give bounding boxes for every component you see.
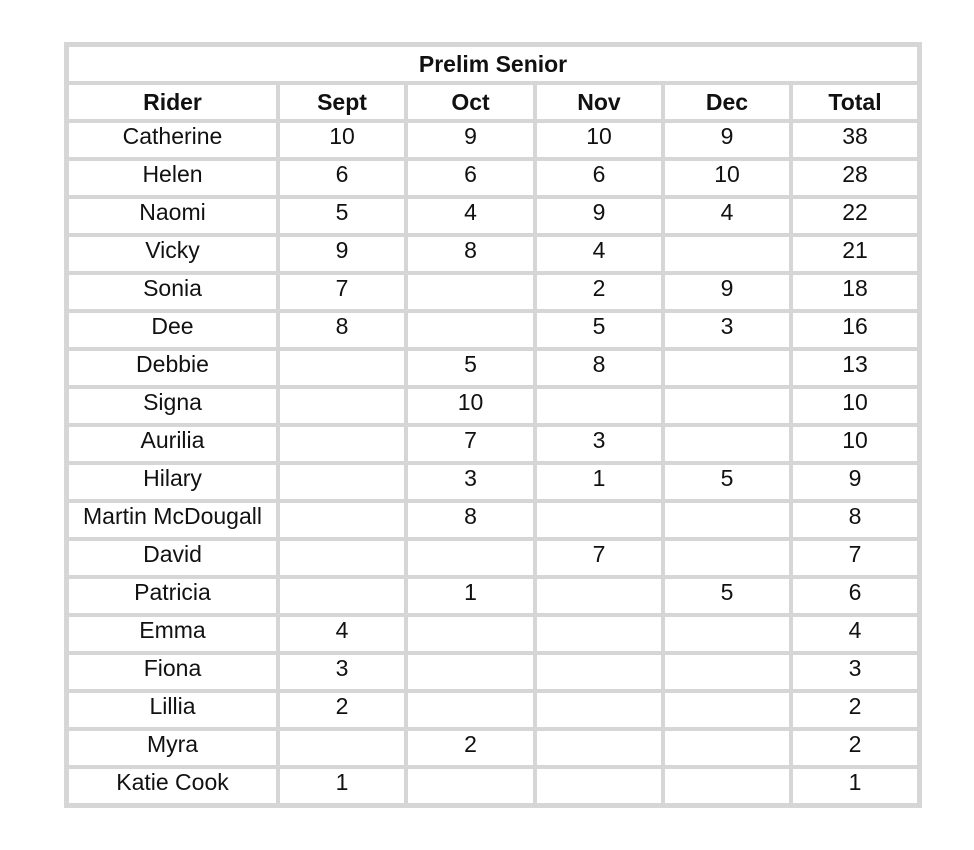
sept-score-cell (278, 729, 406, 767)
column-header-nov: Nov (535, 83, 663, 121)
nov-score-cell: 10 (535, 121, 663, 159)
dec-score-cell (663, 501, 791, 539)
dec-score-cell (663, 235, 791, 273)
sept-score-cell: 2 (278, 691, 406, 729)
dec-score-cell (663, 539, 791, 577)
table-row (67, 767, 919, 805)
sept-score-cell: 1 (278, 767, 406, 805)
nov-score-cell: 8 (535, 349, 663, 387)
rider-name-cell: Katie Cook (67, 767, 278, 805)
rider-name-cell: Vicky (67, 235, 278, 273)
sept-score-cell: 10 (278, 121, 406, 159)
sept-score-cell (278, 425, 406, 463)
rider-name-cell: Patricia (67, 577, 278, 615)
total-score-cell: 3 (791, 653, 919, 691)
oct-score-cell: 4 (406, 197, 535, 235)
sept-score-cell (278, 577, 406, 615)
nov-score-cell: 9 (535, 197, 663, 235)
nov-score-cell (535, 691, 663, 729)
dec-score-cell: 5 (663, 463, 791, 501)
rider-name-cell: Lillia (67, 691, 278, 729)
nov-score-cell (535, 577, 663, 615)
oct-score-cell: 9 (406, 121, 535, 159)
rider-name-cell: David (67, 539, 278, 577)
nov-score-cell (535, 653, 663, 691)
table-row (67, 235, 919, 273)
table-title: Prelim Senior (67, 45, 919, 83)
table-row (67, 387, 919, 425)
total-score-cell: 10 (791, 425, 919, 463)
nov-score-cell (535, 767, 663, 805)
rider-name-cell: Emma (67, 615, 278, 653)
nov-score-cell: 7 (535, 539, 663, 577)
oct-score-cell: 1 (406, 577, 535, 615)
table-row (67, 197, 919, 235)
oct-score-cell: 3 (406, 463, 535, 501)
total-score-cell: 10 (791, 387, 919, 425)
dec-score-cell: 10 (663, 159, 791, 197)
oct-score-cell (406, 653, 535, 691)
column-header-oct: Oct (406, 83, 535, 121)
dec-score-cell: 3 (663, 311, 791, 349)
sept-score-cell: 3 (278, 653, 406, 691)
dec-score-cell (663, 691, 791, 729)
oct-score-cell (406, 615, 535, 653)
nov-score-cell (535, 615, 663, 653)
total-score-cell: 2 (791, 691, 919, 729)
total-score-cell: 2 (791, 729, 919, 767)
rider-name-cell: Aurilia (67, 425, 278, 463)
table-row (67, 463, 919, 501)
dec-score-cell (663, 729, 791, 767)
total-score-cell: 28 (791, 159, 919, 197)
column-header-dec: Dec (663, 83, 791, 121)
table-row (67, 615, 919, 653)
rider-name-cell: Fiona (67, 653, 278, 691)
scores-table (64, 42, 922, 808)
total-score-cell: 4 (791, 615, 919, 653)
rider-name-cell: Dee (67, 311, 278, 349)
dec-score-cell (663, 653, 791, 691)
total-score-cell: 16 (791, 311, 919, 349)
rider-name-cell: Hilary (67, 463, 278, 501)
nov-score-cell: 4 (535, 235, 663, 273)
sept-score-cell (278, 539, 406, 577)
nov-score-cell (535, 729, 663, 767)
table-row (67, 159, 919, 197)
sept-score-cell (278, 387, 406, 425)
table-row (67, 273, 919, 311)
nov-score-cell: 2 (535, 273, 663, 311)
dec-score-cell (663, 387, 791, 425)
rider-name-cell: Myra (67, 729, 278, 767)
total-score-cell: 18 (791, 273, 919, 311)
dec-score-cell: 9 (663, 273, 791, 311)
oct-score-cell (406, 273, 535, 311)
header-row (67, 83, 919, 121)
total-score-cell: 7 (791, 539, 919, 577)
dec-score-cell (663, 767, 791, 805)
rider-name-cell: Signa (67, 387, 278, 425)
table-row (67, 121, 919, 159)
nov-score-cell (535, 501, 663, 539)
sept-score-cell: 8 (278, 311, 406, 349)
table-row (67, 691, 919, 729)
sept-score-cell (278, 349, 406, 387)
column-header-total: Total (791, 83, 919, 121)
results-sheet (64, 42, 922, 808)
table-body (67, 121, 919, 805)
nov-score-cell: 1 (535, 463, 663, 501)
sept-score-cell: 6 (278, 159, 406, 197)
table-row (67, 311, 919, 349)
sept-score-cell: 5 (278, 197, 406, 235)
dec-score-cell (663, 615, 791, 653)
oct-score-cell (406, 691, 535, 729)
dec-score-cell: 9 (663, 121, 791, 159)
table-row (67, 425, 919, 463)
nov-score-cell (535, 387, 663, 425)
rider-name-cell: Naomi (67, 197, 278, 235)
oct-score-cell: 7 (406, 425, 535, 463)
total-score-cell: 6 (791, 577, 919, 615)
total-score-cell: 22 (791, 197, 919, 235)
dec-score-cell (663, 349, 791, 387)
nov-score-cell: 5 (535, 311, 663, 349)
table-row (67, 653, 919, 691)
table-row (67, 539, 919, 577)
oct-score-cell (406, 539, 535, 577)
sept-score-cell: 4 (278, 615, 406, 653)
table-row (67, 729, 919, 767)
table-row (67, 349, 919, 387)
rider-name-cell: Catherine (67, 121, 278, 159)
oct-score-cell: 10 (406, 387, 535, 425)
dec-score-cell: 5 (663, 577, 791, 615)
oct-score-cell (406, 767, 535, 805)
total-score-cell: 13 (791, 349, 919, 387)
oct-score-cell: 8 (406, 235, 535, 273)
dec-score-cell (663, 425, 791, 463)
total-score-cell: 1 (791, 767, 919, 805)
dec-score-cell: 4 (663, 197, 791, 235)
rider-name-cell: Debbie (67, 349, 278, 387)
total-score-cell: 9 (791, 463, 919, 501)
oct-score-cell: 2 (406, 729, 535, 767)
oct-score-cell: 6 (406, 159, 535, 197)
nov-score-cell: 3 (535, 425, 663, 463)
total-score-cell: 21 (791, 235, 919, 273)
sept-score-cell (278, 463, 406, 501)
table-row (67, 501, 919, 539)
rider-name-cell: Helen (67, 159, 278, 197)
sept-score-cell (278, 501, 406, 539)
total-score-cell: 8 (791, 501, 919, 539)
sept-score-cell: 7 (278, 273, 406, 311)
column-header-rider: Rider (67, 83, 278, 121)
oct-score-cell (406, 311, 535, 349)
sept-score-cell: 9 (278, 235, 406, 273)
rider-name-cell: Sonia (67, 273, 278, 311)
table-row (67, 577, 919, 615)
rider-name-cell: Martin McDougall (67, 501, 278, 539)
column-header-sept: Sept (278, 83, 406, 121)
total-score-cell: 38 (791, 121, 919, 159)
oct-score-cell: 5 (406, 349, 535, 387)
nov-score-cell: 6 (535, 159, 663, 197)
oct-score-cell: 8 (406, 501, 535, 539)
